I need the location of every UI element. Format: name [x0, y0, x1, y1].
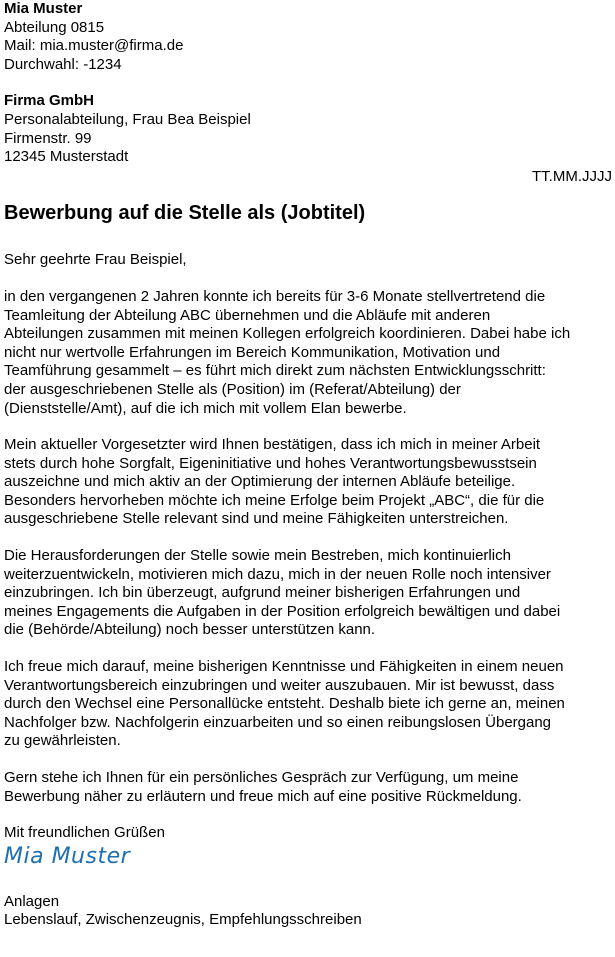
- paragraph-line: nicht nur wertvolle Erfahrungen im Bereich Kommunikation, Motivation und: [4, 343, 501, 361]
- paragraph-line: Verantwortungsbereich einzubringen und weiter auszubauen. Mir ist bewusst, dass: [4, 676, 555, 694]
- salutation: Sehr geehrte Frau Beispiel,: [4, 251, 187, 269]
- paragraph-line: meines Engagements die Aufgaben in der Position erfolgreich bewältigen und dabei: [4, 602, 561, 620]
- paragraph-line: zu gewährleisten.: [4, 732, 121, 750]
- paragraph-line: in den vergangenen 2 Jahren konnte ich bereits für 3-6 Monate stellvertretend die: [4, 287, 546, 305]
- paragraph-line: ausgeschriebene Stelle relevant sind und meine Fähigkeiten unterstreichen.: [4, 510, 509, 528]
- sender-name: Mia Muster: [4, 0, 83, 17]
- handwritten-signature: Mia Muster: [4, 843, 131, 869]
- sender-block: [4, 0, 613, 74]
- paragraph-line: auszeichne und mich aktiv an der Optimierung der internen Abläufe beteilige.: [4, 473, 516, 491]
- paragraph-line: die (Behörde/Abteilung) noch besser unterstützen kann.: [4, 621, 376, 639]
- body-paragraph: [4, 658, 613, 751]
- attachments-block: [4, 893, 613, 930]
- letter-subject: Bewerbung auf die Stelle als (Jobtitel): [4, 202, 366, 225]
- paragraph-line: Teamführung gesammelt – es führt mich direkt zum nächsten Entwicklungsschritt:: [4, 362, 546, 380]
- paragraph-line: Ich freue mich darauf, meine bisherigen Kenntnisse und Fähigkeiten in einem neuen: [4, 658, 564, 676]
- paragraph-line: Besonders hervorheben möchte ich meine Erfolge beim Projekt „ABC“, die für die: [4, 491, 545, 509]
- paragraph-line: weiterzuentwickeln, motivieren mich dazu, mich in der neuen Rolle noch intensiver: [4, 565, 551, 583]
- recipient-street: Firmenstr. 99: [4, 129, 92, 147]
- body-paragraph: [4, 547, 613, 640]
- attachments-heading: Anlagen: [4, 892, 60, 910]
- letter-body: [4, 288, 613, 806]
- paragraph-line: (Dienststelle/Amt), auf die ich mich mit vollem Elan bewerbe.: [4, 399, 407, 417]
- paragraph-line: Nachfolger bzw. Nachfolgerin einzuarbeiten und so einen reibungslosen Übergang: [4, 713, 552, 731]
- sender-mail: Mail: mia.muster@firma.de: [4, 37, 184, 55]
- paragraph-line: der ausgeschriebenen Stelle als (Position) im (Referat/Abteilung) der: [4, 380, 461, 398]
- paragraph-line: Teamleitung der Abteilung ABC übernehmen und die Abläufe mit anderen: [4, 306, 491, 324]
- paragraph-line: Bewerbung näher zu erläutern und freue mich auf eine positive Rückmeldung.: [4, 787, 522, 805]
- recipient-block: [4, 92, 613, 166]
- sender-department: Abteilung 0815: [4, 18, 105, 36]
- closing: Mit freundlichen Grüßen: [4, 824, 165, 842]
- recipient-contact: Personalabteilung, Frau Bea Beispiel: [4, 110, 251, 128]
- body-paragraph: [4, 436, 613, 529]
- paragraph-line: stets durch hohe Sorgfalt, Eigeninitiative und hohes Verantwortungsbewusstsein: [4, 454, 537, 472]
- letter-page: [4, 0, 613, 930]
- paragraph-line: Gern stehe ich Ihnen für ein persönliches Gespräch zur Verfügung, um meine: [4, 769, 519, 786]
- paragraph-line: durch den Wechsel eine Personallücke entsteht. Deshalb biete ich gerne an, meinen: [4, 695, 565, 713]
- recipient-company: Firma GmbH: [4, 92, 95, 110]
- sender-extension: Durchwahl: -1234: [4, 55, 122, 73]
- letter-date: TT.MM.JJJJ: [532, 167, 612, 185]
- paragraph-line: Mein aktueller Vorgesetzter wird Ihnen bestätigen, dass ich mich in meiner Arbeit: [4, 436, 541, 454]
- body-paragraph: [4, 769, 613, 806]
- paragraph-line: Die Herausforderungen der Stelle sowie mein Bestreben, mich kontinuierlich: [4, 547, 511, 565]
- paragraph-line: einzubringen. Ich bin überzeugt, aufgrund meiner bisherigen Erfahrungen und: [4, 584, 521, 602]
- paragraph-line: Abteilungen zusammen mit meinen Kollegen erfolgreich koordinieren. Dabei habe ich: [4, 325, 571, 343]
- recipient-city: 12345 Musterstadt: [4, 148, 129, 166]
- attachments-list: Lebenslauf, Zwischenzeugnis, Empfehlungsschreiben: [4, 911, 362, 929]
- body-paragraph: [4, 288, 613, 418]
